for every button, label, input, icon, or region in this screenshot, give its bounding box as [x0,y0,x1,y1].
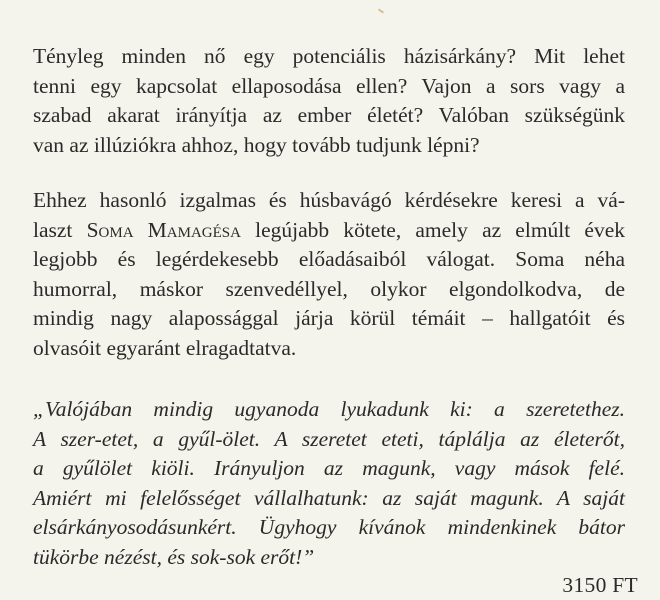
text-line: tenni egy kapcsolat ellaposodása ellen? Vajon a sors vagy a [33,73,625,98]
text-line: humorral, máskor szenvedéllyel, olykor elgondolkodva, de [33,276,625,301]
text-line: van az illúziókra ahhoz, hogy tovább tudjunk lépni? [33,132,480,157]
price-label: 3150 FT [562,573,638,597]
quote-line: elsárkányosodásunkért. Ügyhogy kívánok mindenkinek bátor [33,515,625,539]
paper-speck [378,8,384,13]
quote-line: „Valójában mindig ugyanoda lyukadunk ki: a szeretethez. [33,397,625,421]
author-quote [33,395,625,572]
text-line: Ehhez hasonló izgalmas és húsbavágó kérdésekre keresi a vá- [33,188,625,212]
text-line: Tényleg minden nő egy potenciális házisárkány? Mit lehet [33,44,625,68]
text-line-with-author [33,216,625,246]
text-fragment: laszt [33,217,87,242]
text-line: szabad akarat irányítja az ember életét? Valóban szükségünk [33,103,625,127]
quote-line: Amiért mi felelősséget vállalhatunk: az saját magunk. A saját [33,485,625,510]
text-line: legjobb és legérdekesebb előadásaiból válogat. Soma néha [33,247,625,271]
quote-line: A szer-etet, a gyűl-ölet. A szeretet eteti, táplálja az életerőt, [33,426,625,451]
text-line: olvasóit egyaránt elragadtatva. [33,335,297,360]
blurb-description-paragraph [33,186,625,363]
author-name: Soma Mamagésa [86,217,241,242]
quote-line: tükörbe nézést, és sok-sok erőt!” [33,544,315,569]
blurb-questions-paragraph [33,42,625,160]
quote-line: a gyűlölet kiöli. Irányuljon az magunk, vagy mások felé. [33,456,625,480]
text-fragment: legújabb kötete, amely az elmúlt évek [240,217,625,242]
text-line: mindig nagy alapossággal járja körül témáit – hallgatóit és [33,306,625,330]
